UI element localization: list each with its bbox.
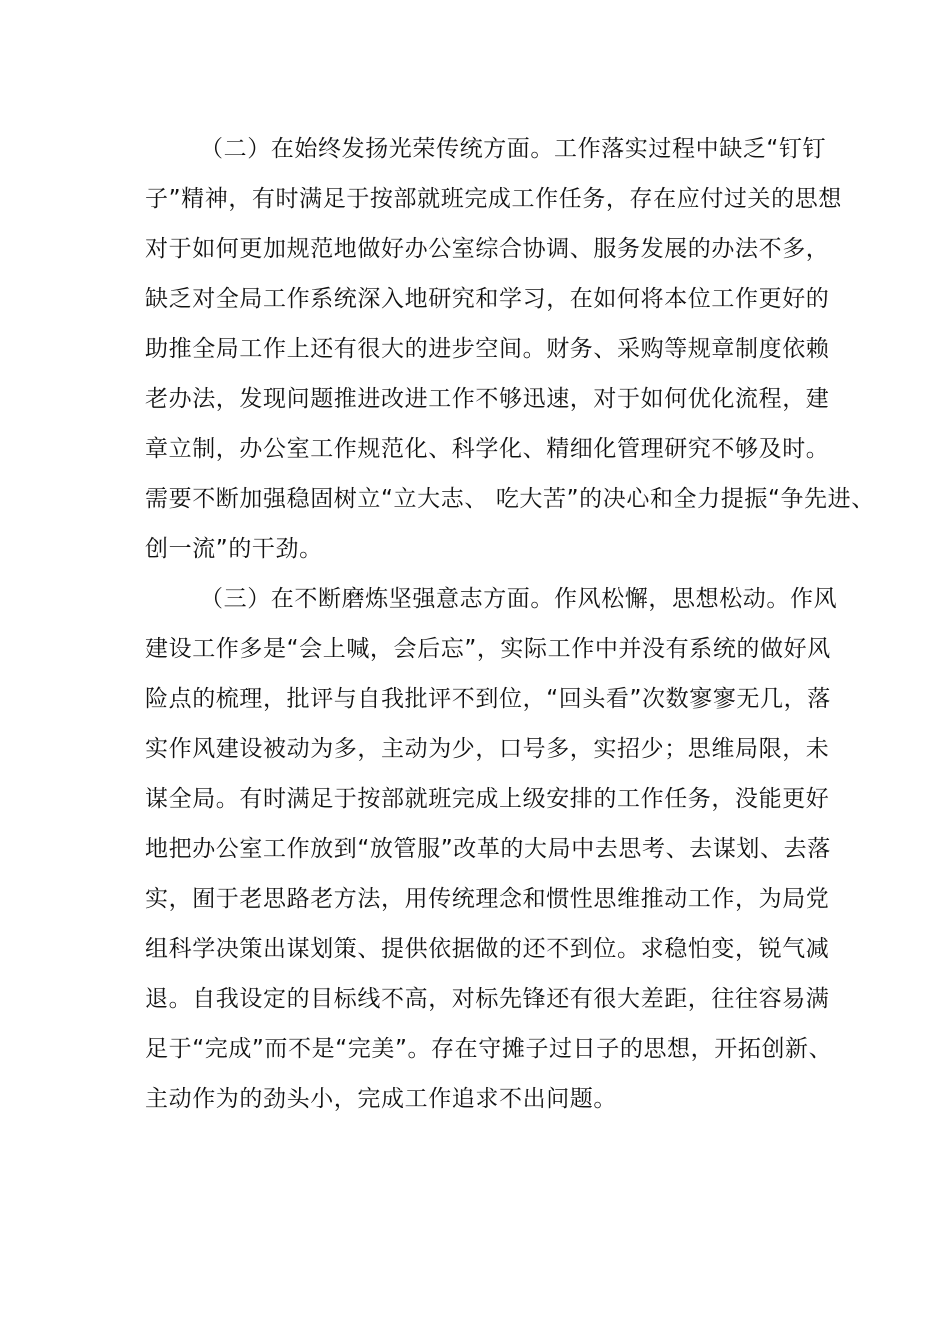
- text-line: 地把办公室工作放到“放管服”改革的大局中去思考、去谋划、去落: [145, 836, 831, 862]
- text-line: 章立制，办公室工作规范化、科学化、精细化管理研究不够及时。: [145, 436, 830, 462]
- text-line: 退。自我设定的目标线不高，对标先锋还有很大差距，往往容易满: [145, 986, 830, 1012]
- text-line: 建设工作多是“会上喊，会后忘”，实际工作中并没有系统的做好风: [145, 636, 831, 662]
- text-line: 组科学决策出谋划策、提供依据做的还不到位。求稳怕变，锐气减: [145, 936, 830, 962]
- text-line: 子”精神，有时满足于按部就班完成工作任务，存在应付过关的思想: [145, 186, 842, 212]
- text-line: 主动作为的劲头小，完成工作追求不出问题。: [145, 1086, 617, 1112]
- text-line: （三）在不断磨炼坚强意志方面。作风松懈，思想松动。作风: [200, 586, 838, 612]
- text-line: 创一流”的干劲。: [145, 536, 323, 562]
- text-line: 谋全局。有时满足于按部就班完成上级安排的工作任务，没能更好: [145, 786, 830, 812]
- text-line: 老办法，发现问题推进改进工作不够迅速，对于如何优化流程，建: [145, 386, 830, 412]
- text-line: 足于“完成”而不是“完美”。存在守摊子过日子的思想，开拓创新、: [145, 1036, 833, 1062]
- text-line: 对于如何更加规范地做好办公室综合协调、服务发展的办法不多，: [145, 236, 830, 262]
- text-line: 实，囿于老思路老方法，用传统理念和惯性思维推动工作，为局党: [145, 886, 830, 912]
- text-line: 实作风建设被动为多，主动为少，口号多，实招少；思维局限，未: [145, 736, 830, 762]
- text-line: 助推全局工作上还有很大的进步空间。财务、采购等规章制度依赖: [145, 336, 830, 362]
- text-line: （二）在始终发扬光荣传统方面。工作落实过程中缺乏“钉钉: [200, 136, 827, 162]
- text-line: 需要不断加强稳固树立“立大志、 吃大苦”的决心和全力提振“争先进、: [145, 486, 875, 512]
- text-line: 缺乏对全局工作系统深入地研究和学习，在如何将本位工作更好的: [145, 286, 830, 312]
- text-line: 险点的梳理，批评与自我批评不到位，“回头看”次数寥寥无几，落: [145, 686, 831, 712]
